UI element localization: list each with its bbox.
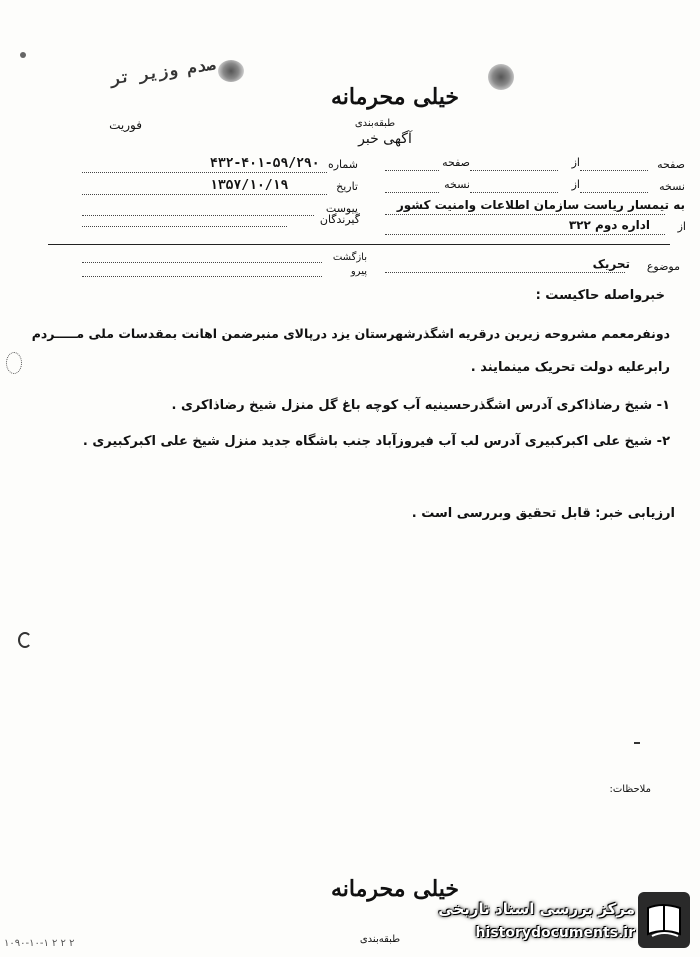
dot-mark <box>20 52 26 58</box>
attachment-label: پیوست <box>325 202 358 215</box>
punch-hole-icon <box>6 352 22 374</box>
follow-label: پیرو <box>350 266 367 277</box>
category-label-top: طبقه‌بندی <box>354 118 396 129</box>
classification-top: خیلی محرمانه <box>330 84 460 110</box>
separator-line <box>48 244 670 245</box>
smudge-mark <box>218 60 244 82</box>
category-label-bottom: طبقه‌بندی <box>359 934 401 945</box>
form-code: ۱۰۹۰-۱۰-۱ ۲ ۲ ۲ <box>4 938 75 949</box>
doc-type: آگهی خبر <box>358 131 412 147</box>
ink-stamp-icon <box>488 64 514 90</box>
classification-bottom: خیلی محرمانه <box>330 876 460 902</box>
subject-label: موضوع <box>646 260 680 273</box>
page-of-page-label: صفحه <box>442 156 470 169</box>
book-logo-svg <box>638 892 690 948</box>
handwritten-note-top: صدم وزیر تر <box>109 54 217 89</box>
date-value: ۱۳۵۷/۱۰/۱۹ <box>210 178 289 193</box>
page-of-label: از <box>571 156 580 169</box>
body-line-2: رابرعلیه دولت تحریک مینمایند . <box>470 360 670 375</box>
punch-hole-icon <box>18 632 32 648</box>
from-label: از <box>677 220 686 233</box>
number-value: ۴۳۲-۴۰۱-۵۹/۲۹۰ <box>210 156 320 171</box>
number-label: شماره <box>327 158 358 171</box>
evaluation-line: ارزیابی خبر: قابل تحقیق وبررسی است . <box>411 506 675 521</box>
body-item-1: ۱- شیخ رضاذاکری آدرس اشگذرحسینیه آب کوچه باغ گل منزل شیخ رضاذاکری . <box>171 398 670 413</box>
body-item-2: ۲- شیخ علی اکبرکبیری آدرس لب آب فیروزآباد جنب باشگاه جدید منزل شیخ علی اکبرکبیری . <box>82 434 670 449</box>
body-heading: خبرواصله حاکیست : <box>535 288 665 303</box>
watermark-url: historydocuments.ir <box>475 925 635 941</box>
from-value: اداره دوم ۳۲۲ <box>568 218 650 232</box>
review-label: بازگشت <box>332 252 367 263</box>
copy-of-copy-label: نسخه <box>444 178 470 191</box>
copy-label: نسخه <box>659 180 685 193</box>
subject-value: تحریک <box>592 257 630 271</box>
date-label: تاریخ <box>336 180 358 193</box>
urgency-label: فوریت <box>109 118 142 132</box>
notes-label: ملاحظات: <box>609 784 651 795</box>
tick-mark <box>634 742 640 744</box>
to-line: به تیمسار ریاست سازمان اطلاعات وامنیت کشور <box>396 198 685 212</box>
watermark-title: مرکز بررسی اسناد تاریخی <box>438 900 635 918</box>
book-logo-icon <box>638 892 690 948</box>
body-line-1: دونفرمعمم مشروحه زیرین درقریه اشگذرشهرستان یزد درپالای منبرضمن اهانت بمقدسات ملی مـــــردم <box>31 326 670 341</box>
recipients-label: گیرندگان <box>319 213 360 226</box>
copy-of-label: از <box>571 178 580 191</box>
page-label: صفحه <box>657 158 685 171</box>
